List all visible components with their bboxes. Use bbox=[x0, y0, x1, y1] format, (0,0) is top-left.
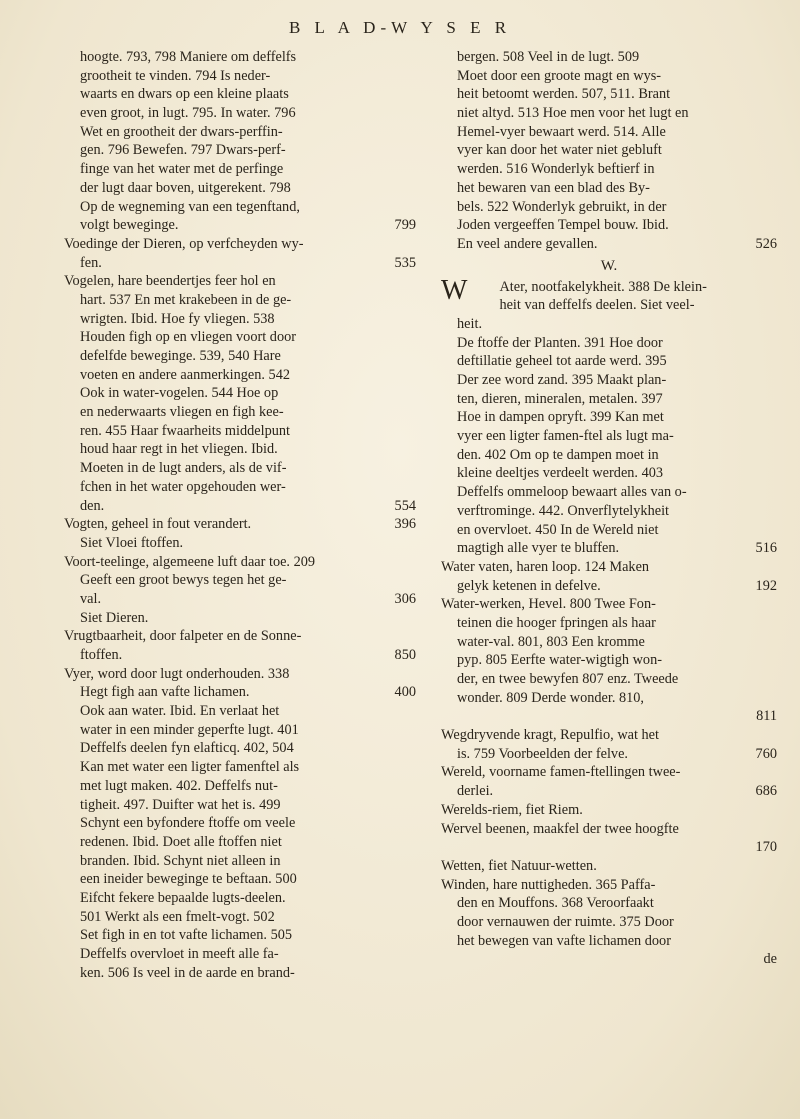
index-line bbox=[64, 179, 416, 198]
index-line bbox=[441, 595, 777, 614]
index-text: Hemel-vyer bewaart werd. 514. Alle bbox=[457, 123, 666, 140]
index-line bbox=[64, 403, 416, 422]
index-line bbox=[64, 291, 416, 310]
index-text: Moet door een groote magt en wys- bbox=[457, 67, 662, 84]
index-line bbox=[441, 913, 777, 932]
index-text: Vogten, geheel in fout verandert. bbox=[64, 516, 252, 533]
index-text: En veel andere gevallen. bbox=[457, 235, 598, 252]
page-reference: 192 bbox=[755, 577, 777, 594]
index-text: Deffelfs overvloet in meeft alle fa- bbox=[80, 946, 279, 962]
index-text: is. 759 Voorbeelden der felve. bbox=[457, 745, 628, 762]
index-text: waarts en dwars op een kleine plaats bbox=[80, 86, 289, 103]
page-reference: 396 bbox=[394, 516, 416, 533]
page-reference: 170 bbox=[755, 839, 777, 856]
index-line bbox=[64, 870, 416, 889]
index-line bbox=[64, 926, 416, 945]
page-reference: 535 bbox=[394, 254, 416, 271]
index-text: Vyer, word door lugt onderhouden. 338 bbox=[64, 665, 290, 682]
index-text: tigheit. 497. Duifter wat het is. 499 bbox=[80, 796, 281, 813]
index-text: ftoffen. bbox=[80, 647, 123, 663]
drop-capital: W bbox=[441, 274, 468, 306]
page-reference: 400 bbox=[394, 684, 416, 701]
index-text: Vrugtbaarheit, door falpeter en de Sonne- bbox=[64, 628, 302, 645]
index-line bbox=[441, 857, 777, 876]
index-text: Wetten, fiet Natuur-wetten. bbox=[441, 857, 597, 874]
index-text: grootheit te vinden. 794 Is neder- bbox=[80, 67, 271, 84]
index-text: werden. 516 Wonderlyk beftierf in bbox=[457, 161, 655, 178]
index-line bbox=[441, 315, 777, 334]
index-line bbox=[441, 446, 777, 465]
index-line bbox=[64, 665, 416, 684]
index-line bbox=[441, 390, 777, 409]
index-line bbox=[441, 782, 777, 801]
index-text: Houden figh op en vliegen voort door bbox=[80, 329, 296, 346]
index-text: vyer kan door het water niet gebluft bbox=[457, 142, 662, 159]
index-line bbox=[441, 521, 777, 540]
index-line bbox=[441, 707, 777, 726]
index-text: gen. 796 Bewefen. 797 Dwars-perf- bbox=[80, 142, 286, 159]
index-entries-v bbox=[441, 48, 777, 254]
index-line bbox=[469, 296, 777, 315]
index-line bbox=[64, 609, 416, 628]
index-line bbox=[64, 310, 416, 329]
page-header: B L A D-W Y S E R bbox=[288, 18, 512, 37]
index-text: wonder. 809 Derde wonder. 810, bbox=[457, 689, 645, 706]
index-text: Kan met water een ligter famenftel als bbox=[80, 759, 300, 776]
index-text: met lugt maken. 402. Deffelfs nut- bbox=[80, 777, 278, 794]
index-line bbox=[441, 179, 777, 198]
index-line bbox=[441, 651, 777, 670]
index-text: een ineider beweginge te beftaan. 500 bbox=[80, 871, 297, 888]
index-line bbox=[441, 104, 777, 123]
index-line bbox=[441, 85, 777, 104]
index-text: verftrominge. 442. Onverflytelykheit bbox=[457, 502, 670, 519]
index-text: den en Mouffons. 368 Veroorfaakt bbox=[457, 895, 654, 912]
index-line bbox=[64, 459, 416, 478]
index-line bbox=[64, 964, 416, 983]
page-reference: 306 bbox=[394, 590, 416, 607]
index-line bbox=[469, 278, 777, 297]
index-text: ken. 506 Is veel in de aarde en brand- bbox=[80, 964, 295, 981]
index-line bbox=[64, 627, 416, 646]
index-line bbox=[441, 614, 777, 633]
index-line bbox=[64, 85, 416, 104]
index-text: Siet Vloei ftoffen. bbox=[80, 534, 184, 551]
index-text: den. bbox=[80, 497, 105, 514]
index-line bbox=[64, 646, 416, 665]
index-column-right bbox=[441, 48, 777, 969]
index-line bbox=[64, 721, 416, 740]
index-line bbox=[64, 796, 416, 815]
index-text: wrigten. Ibid. Hoe fy vliegen. 538 bbox=[80, 310, 275, 327]
index-line bbox=[441, 123, 777, 142]
index-text: Eifcht fekere bepaalde lugts-deelen. bbox=[80, 889, 286, 906]
index-line bbox=[64, 272, 416, 291]
index-line bbox=[64, 908, 416, 927]
index-text: teinen die hooger fpringen als haar bbox=[457, 614, 656, 631]
index-line bbox=[441, 689, 777, 708]
index-text: branden. Ibid. Schynt niet alleen in bbox=[80, 852, 281, 869]
index-column-left bbox=[64, 48, 416, 982]
index-line bbox=[64, 347, 416, 366]
index-text: Deffelfs deelen fyn elafticq. 402, 504 bbox=[80, 740, 294, 757]
index-text: ten, dieren, mineralen, metalen. 397 bbox=[457, 390, 663, 407]
index-text: Wereld, voorname famen-ftellingen twee- bbox=[441, 764, 681, 781]
index-line bbox=[64, 422, 416, 441]
page-reference: 850 bbox=[394, 647, 416, 663]
index-line bbox=[441, 483, 777, 502]
index-line bbox=[441, 352, 777, 371]
index-line bbox=[64, 758, 416, 777]
index-line bbox=[64, 945, 416, 964]
index-line bbox=[64, 384, 416, 403]
index-line bbox=[441, 633, 777, 652]
index-text: en nederwaarts vliegen en figh kee- bbox=[80, 404, 284, 421]
index-text: Hoe in dampen opryft. 399 Kan met bbox=[457, 409, 664, 426]
index-text: voeten en andere aanmerkingen. 542 bbox=[80, 366, 290, 383]
index-text: Water-werken, Hevel. 800 Twee Fon- bbox=[441, 596, 656, 613]
index-line bbox=[64, 48, 416, 67]
index-text: door vernauwen der ruimte. 375 Door bbox=[457, 913, 674, 930]
index-text: Winden, hare nuttigheden. 365 Paffa- bbox=[441, 876, 656, 893]
index-line bbox=[64, 67, 416, 86]
index-line bbox=[441, 876, 777, 895]
index-text: Ook in water-vogelen. 544 Hoe op bbox=[80, 385, 279, 402]
index-text: Vogelen, hare beendertjes feer hol en bbox=[64, 273, 276, 290]
index-text: der lugt daar boven, uitgerekent. 798 bbox=[80, 179, 291, 196]
index-text: Water vaten, haren loop. 124 Maken bbox=[441, 558, 650, 575]
index-text: bergen. 508 Veel in de lugt. 509 bbox=[457, 49, 640, 65]
index-line bbox=[64, 534, 416, 553]
index-line bbox=[64, 553, 416, 572]
index-text: volgt beweginge. bbox=[80, 217, 179, 234]
index-text: redenen. Ibid. Doet alle ftoffen niet bbox=[80, 833, 282, 850]
index-line bbox=[441, 408, 777, 427]
index-line bbox=[64, 590, 416, 609]
index-text: Ater, nootfakelykheit. 388 De klein- bbox=[499, 278, 707, 295]
index-line bbox=[441, 427, 777, 446]
index-text: Schynt een byfondere ftoffe om veele bbox=[80, 815, 296, 832]
index-text: Set figh in en tot vafte lichamen. 505 bbox=[80, 927, 293, 944]
section-letter-heading: W. bbox=[600, 257, 618, 274]
index-line bbox=[441, 670, 777, 689]
index-line bbox=[441, 763, 777, 782]
index-text: magtigh alle vyer te bluffen. bbox=[457, 540, 620, 557]
index-line bbox=[64, 478, 416, 497]
index-text: gelyk ketenen in defelve. bbox=[457, 577, 601, 594]
index-line bbox=[441, 141, 777, 160]
page-reference: 760 bbox=[755, 745, 777, 762]
index-line bbox=[64, 216, 416, 235]
index-line bbox=[441, 198, 777, 217]
index-text: Werelds-riem, fiet Riem. bbox=[441, 801, 583, 818]
index-text: Siet Dieren. bbox=[80, 609, 149, 626]
index-line bbox=[441, 745, 777, 764]
index-text: Voort-teelinge, algemeene luft daar toe. 209 bbox=[64, 553, 316, 570]
index-line bbox=[441, 48, 777, 67]
index-text: heit. bbox=[457, 315, 483, 332]
index-entries-w bbox=[441, 274, 777, 969]
index-line bbox=[441, 801, 777, 820]
index-text: finge van het water met de perfinge bbox=[80, 161, 284, 178]
index-line bbox=[64, 366, 416, 385]
index-line bbox=[64, 702, 416, 721]
index-text: De ftoffe der Planten. 391 Hoe door bbox=[457, 334, 663, 351]
index-line bbox=[64, 141, 416, 160]
index-line bbox=[441, 235, 777, 254]
index-line bbox=[441, 334, 777, 353]
page-reference: 516 bbox=[755, 540, 777, 557]
index-text: 501 Werkt als een fmelt-vogt. 502 bbox=[80, 908, 275, 925]
index-text: Hegt figh aan vafte lichamen. bbox=[80, 684, 250, 701]
index-line bbox=[441, 820, 777, 839]
index-line bbox=[64, 104, 416, 123]
index-line bbox=[64, 777, 416, 796]
page-reference: 526 bbox=[755, 235, 777, 252]
index-line bbox=[441, 539, 777, 558]
index-text: der, en twee bewyfen 807 enz. Tweede bbox=[457, 671, 679, 687]
index-line bbox=[64, 198, 416, 217]
index-line bbox=[64, 833, 416, 852]
index-text: het bewegen van vafte lichamen door bbox=[457, 932, 671, 949]
index-text: Ook aan water. Ibid. En verlaat het bbox=[80, 703, 280, 720]
index-text: ren. 455 Haar fwaarheits middelpunt bbox=[80, 422, 291, 439]
index-line bbox=[441, 726, 777, 745]
index-text: kleine deeltjes verdeelt werden. 403 bbox=[457, 465, 664, 482]
index-line bbox=[441, 371, 777, 390]
index-line bbox=[64, 739, 416, 758]
index-line bbox=[64, 683, 416, 702]
index-line bbox=[441, 216, 777, 235]
index-text: Der zee word zand. 395 Maakt plan- bbox=[457, 372, 667, 388]
index-line bbox=[64, 123, 416, 142]
index-line bbox=[64, 571, 416, 590]
index-text: het bewaren van een blad des By- bbox=[457, 179, 650, 196]
index-text: Op de wegneming van een tegenftand, bbox=[80, 198, 300, 215]
index-text: vyer een ligter famen-ftel als lugt ma- bbox=[457, 428, 674, 445]
page-reference: 554 bbox=[394, 497, 416, 514]
page-reference: 686 bbox=[755, 783, 777, 800]
index-text: hoogte. 793, 798 Maniere om deffelfs bbox=[80, 49, 297, 65]
index-text: pyp. 805 Eerfte water-wigtigh won- bbox=[457, 652, 662, 669]
index-line bbox=[64, 515, 416, 534]
index-text: water in een minder geperfte lugt. 401 bbox=[80, 721, 299, 738]
index-text: derlei. bbox=[457, 783, 494, 800]
index-text: Geeft een groot bewys tegen het ge- bbox=[80, 572, 287, 589]
index-text: houd haar regt in het vliegen. Ibid. bbox=[80, 441, 278, 458]
index-text: hart. 537 En met krakebeen in de ge- bbox=[80, 291, 292, 308]
page-reference: 799 bbox=[394, 217, 416, 234]
index-line bbox=[441, 950, 777, 969]
index-text: Joden vergeeffen Tempel bouw. Ibid. bbox=[457, 217, 669, 234]
index-line bbox=[441, 932, 777, 951]
index-line bbox=[441, 558, 777, 577]
index-text: heit betoomt werden. 507, 511. Brant bbox=[457, 86, 671, 103]
index-text: fen. bbox=[80, 254, 102, 271]
index-text: Wet en grootheit der dwars-perffin- bbox=[80, 123, 283, 140]
index-text: Moeten in de lugt anders, als de vif- bbox=[80, 460, 287, 477]
index-text: Wegdryvende kragt, Repulfio, wat het bbox=[441, 727, 659, 744]
index-line bbox=[64, 235, 416, 254]
index-text: val. bbox=[80, 590, 102, 607]
index-line bbox=[441, 464, 777, 483]
index-text: Wervel beenen, maakfel der twee hoogfte bbox=[441, 820, 679, 837]
index-line bbox=[441, 577, 777, 596]
index-text: Deffelfs ommeloop bewaart alles van o- bbox=[457, 484, 687, 501]
index-line bbox=[64, 440, 416, 459]
index-text: heit van deffelfs deelen. Siet veel- bbox=[499, 297, 695, 314]
page-reference: de bbox=[763, 951, 777, 968]
index-line bbox=[64, 852, 416, 871]
page-reference: 811 bbox=[756, 708, 777, 725]
index-text: niet altyd. 513 Hoe men voor het lugt en bbox=[457, 105, 689, 122]
index-text: fchen in het water opgehouden wer- bbox=[80, 478, 286, 495]
index-line bbox=[441, 838, 777, 857]
index-line bbox=[64, 160, 416, 179]
index-line bbox=[441, 160, 777, 179]
index-text: deftillatie geheel tot aarde werd. 395 bbox=[457, 353, 667, 370]
index-text: en overvloet. 450 In de Wereld niet bbox=[457, 521, 659, 538]
index-line bbox=[441, 894, 777, 913]
index-text: den. 402 Om op te dampen moet in bbox=[457, 446, 659, 463]
index-line bbox=[64, 889, 416, 908]
index-line bbox=[64, 497, 416, 516]
index-text: bels. 522 Wonderlyk gebruikt, in der bbox=[457, 198, 667, 215]
index-line bbox=[64, 814, 416, 833]
index-line bbox=[64, 254, 416, 273]
index-line bbox=[64, 328, 416, 347]
index-text: water-val. 801, 803 Een kromme bbox=[457, 633, 645, 650]
index-text: Voedinge der Dieren, op verfcheyden wy- bbox=[64, 235, 304, 252]
index-line bbox=[441, 67, 777, 86]
index-text: defelfde beweginge. 539, 540 Hare bbox=[80, 348, 281, 364]
index-line bbox=[441, 502, 777, 521]
index-text: even groot, in lugt. 795. In water. 796 bbox=[80, 105, 296, 122]
